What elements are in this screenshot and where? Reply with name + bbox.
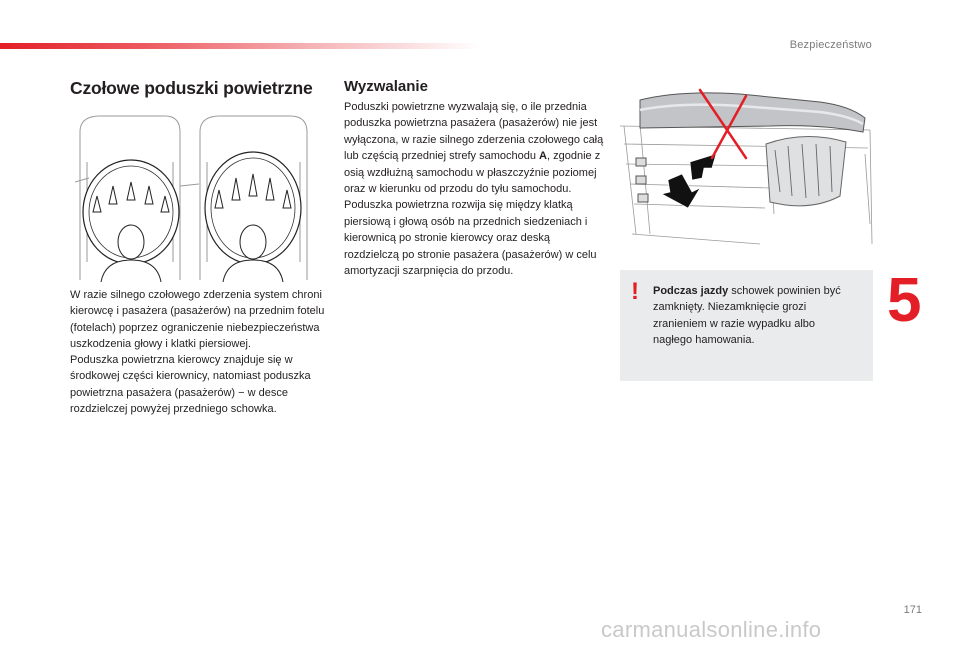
header-accent-bar (0, 43, 480, 49)
glovebox-illustration (620, 84, 873, 256)
subheading-deployment: Wyzwalanie (344, 78, 428, 95)
left-paragraph-1: W razie silnego czołowego zderzenia system chroni kierowcę i pasażera (pasażerów) na przednim fotelu (fotelach) poprzez ograniczenie niebezpieczeństwa uszkodzenia głowy i klatki piersiowej. (70, 289, 325, 351)
left-paragraph-2: Poduszka powietrzna kierowcy znajduje się w środkowej części kierownicy, natomiast poduszka powietrzna pasażera (pasażerów) − w desce rozdzielczej powyżej przedniego schowka. (70, 354, 311, 416)
warning-text: Podczas jazdy schowek powinien być zamknięty. Niezamknięcie grozi zranieniem w razie wypadku albo nagłego hamowania. (653, 285, 841, 347)
zone-letter: A (539, 150, 547, 163)
deployment-paragraph: Poduszki powietrzne wyzwalają się, o ile przednia poduszka powietrzna pasażera (pasażerów) nie jest wyłączona, w razie silnego zderzenia czołowego całą lub częścią przedniej strefy samochodu A, zgodnie z osią wzdłużną samochodu w płaszczyźnie poziomej oraz w kierunku od przodu do tyłu samochodu. Poduszka powietrzna rozwija się między klatką piersiową i głową osób na przednich siedzeniach i kierownicą po stronie kierowcy oraz deską rozdzielczą po stronie pasażera (pasażerów) w celu amortyzacji szarpnięcia do przodu. (344, 101, 604, 278)
chapter-number: 5 (887, 266, 922, 335)
main-heading: Czołowe poduszki powietrzne (70, 78, 313, 98)
airbag-illustration (75, 112, 320, 282)
warning-box (620, 270, 873, 381)
exclamation-icon: ! (631, 278, 639, 305)
page-number: 171 (903, 604, 922, 616)
watermark: carmanualsonline.info (601, 617, 822, 642)
section-title: Bezpieczeństwo (789, 39, 872, 51)
